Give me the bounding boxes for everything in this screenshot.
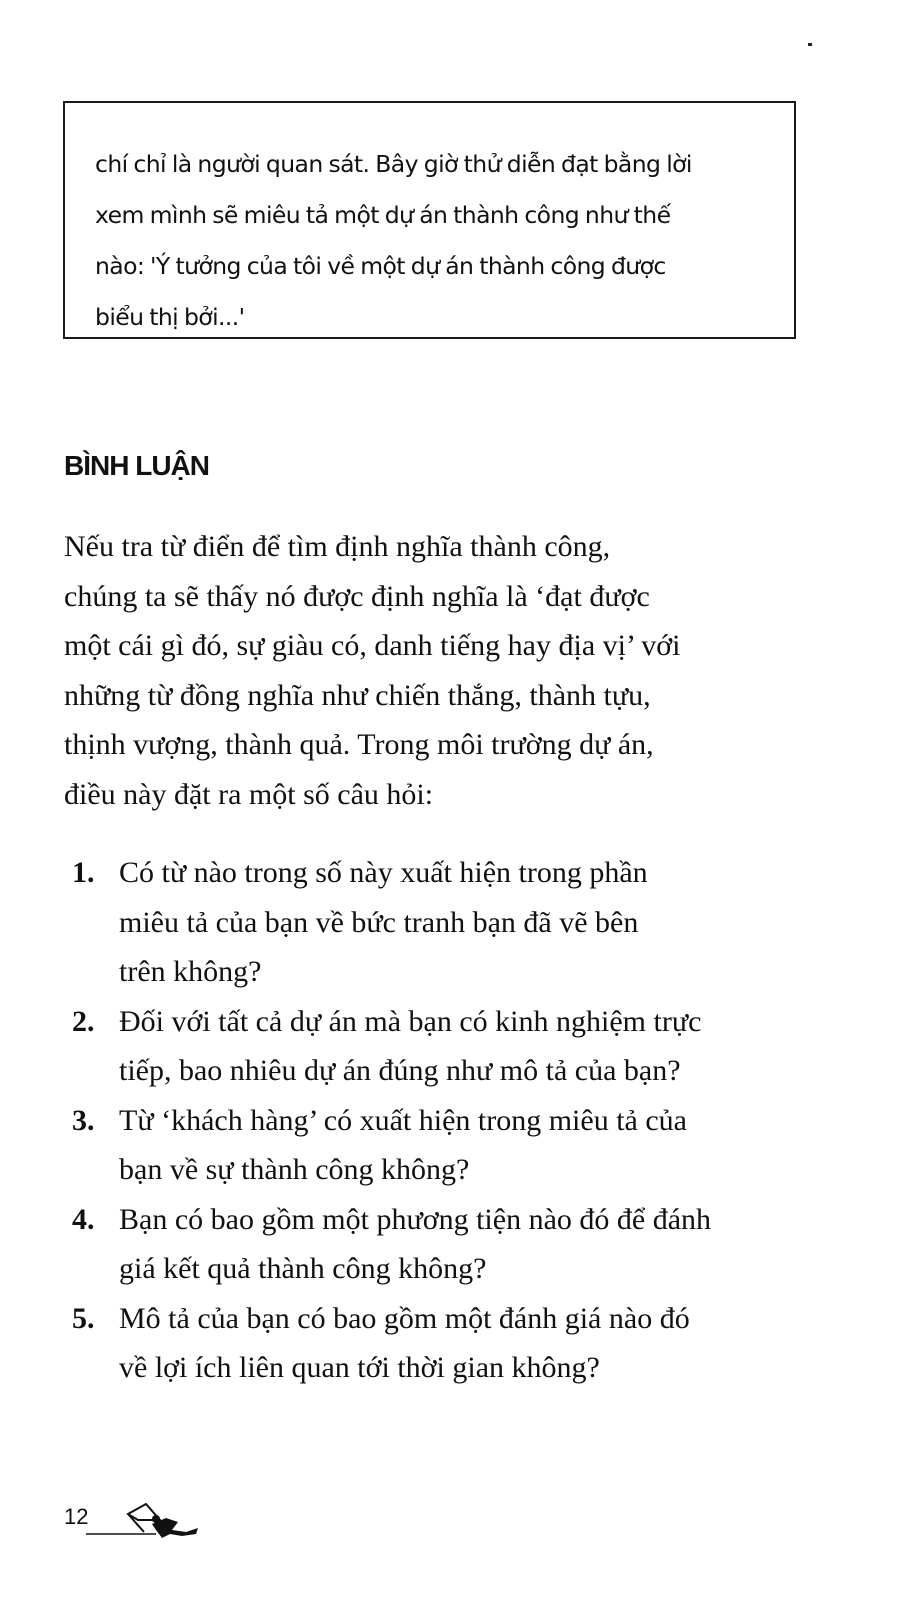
question-number: 1. — [72, 856, 95, 889]
question-list — [64, 848, 809, 1393]
question-line: Có từ nào trong số này xuất hiện trong phần — [119, 856, 648, 889]
question-item — [64, 997, 809, 1096]
paragraph-line: một cái gì đó, sự giàu có, danh tiếng hay địa vị’ với — [64, 629, 681, 662]
question-line: Mô tả của bạn có bao gồm một đánh giá nào đó — [119, 1301, 690, 1335]
exercise-line: biểu thị bởi...' — [95, 303, 245, 331]
question-number: 3. — [72, 1103, 95, 1137]
running-figure-ornament-icon — [86, 1500, 206, 1540]
exercise-line: xem mình sẽ miêu tả một dự án thành công như thế — [95, 201, 671, 229]
question-line: Từ ‘khách hàng’ có xuất hiện trong miêu tả của — [119, 1103, 687, 1137]
section-heading: BÌNH LUẬN — [64, 450, 209, 481]
section-paragraph — [64, 522, 804, 819]
question-line: về lợi ích liên quan tới thời gian không? — [119, 1351, 600, 1384]
question-number: 2. — [72, 1004, 95, 1038]
question-item — [64, 1294, 809, 1393]
question-line: miêu tả của bạn về bức tranh bạn đã vẽ bên — [119, 905, 639, 939]
question-line: tiếp, bao nhiêu dự án đúng như mô tả của bạn? — [119, 1054, 681, 1087]
paragraph-line: thịnh vượng, thành quả. Trong môi trường dự án, — [64, 728, 654, 761]
exercise-box-text — [95, 139, 775, 343]
question-number: 5. — [72, 1301, 95, 1335]
page-footer — [64, 1500, 204, 1540]
paragraph-line: chúng ta sẽ thấy nó được định nghĩa là ‘đạt được — [64, 579, 650, 613]
paragraph-line: những từ đồng nghĩa như chiến thắng, thành tựu, — [64, 678, 651, 712]
exercise-box — [63, 101, 796, 339]
question-item — [64, 1096, 809, 1195]
question-line: Đối với tất cả dự án mà bạn có kinh nghiệm trực — [119, 1004, 702, 1038]
question-line: Bạn có bao gồm một phương tiện nào đó để đánh — [119, 1202, 712, 1236]
question-item — [64, 1195, 809, 1294]
question-number: 4. — [72, 1202, 95, 1236]
question-line: giá kết quả thành công không? — [119, 1252, 487, 1285]
paragraph-line: Nếu tra từ điển để tìm định nghĩa thành công, — [64, 530, 611, 563]
exercise-line: nào: 'Ý tưởng của tôi về một dự án thành công được — [95, 252, 666, 280]
question-line: trên không? — [119, 955, 262, 988]
question-item — [64, 848, 809, 997]
question-line: bạn về sự thành công không? — [119, 1153, 470, 1186]
paragraph-line: điều này đặt ra một số câu hỏi: — [64, 777, 434, 811]
exercise-line: chí chỉ là người quan sát. Bây giờ thử diễn đạt bằng lời — [95, 150, 692, 178]
page-number: 12 — [64, 1504, 89, 1529]
scan-speck — [808, 43, 812, 46]
